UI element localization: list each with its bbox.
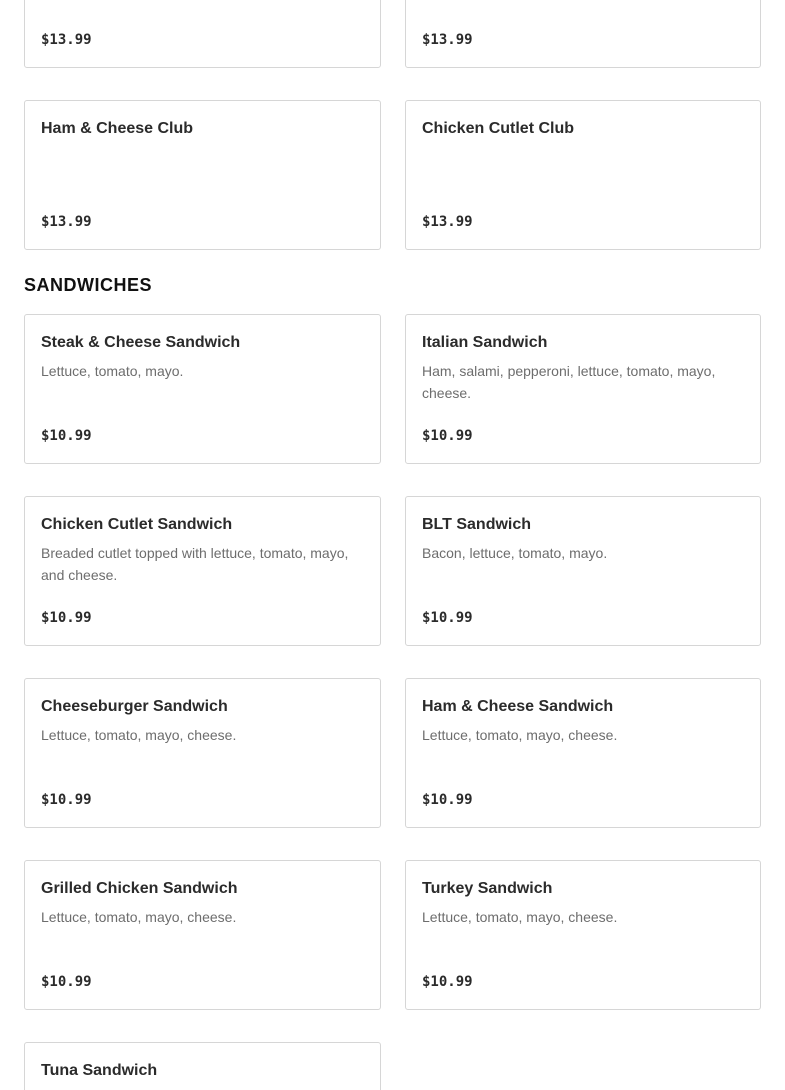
menu-item-card[interactable] [24,1042,381,1090]
menu-item-card[interactable] [24,496,381,646]
menu-item-price: $10.99 [41,974,92,990]
menu-item-card[interactable] [405,496,761,646]
menu-item-card[interactable] [24,100,381,250]
menu-item-name: Chicken Cutlet Sandwich [41,516,233,533]
menu-item-price: $13.99 [422,214,473,230]
menu-item-name: Chicken Cutlet Club [422,120,575,137]
menu-item-price: $10.99 [41,792,92,808]
menu-item-name: Cheeseburger Sandwich [41,698,228,715]
menu-item-card[interactable] [405,860,761,1010]
menu-item-description: Lettuce, tomato, mayo, cheese. [422,727,618,743]
menu-item-description: Lettuce, tomato, mayo. [41,363,184,379]
menu-item-price: $13.99 [41,32,92,48]
menu-item-name: Turkey Sandwich [422,880,553,897]
menu-item-name: Ham & Cheese Sandwich [422,698,614,715]
menu-item-price: $10.99 [41,428,92,444]
menu-item-card[interactable] [24,860,381,1010]
menu-item-card[interactable] [405,678,761,828]
menu-item-price: $10.99 [422,974,473,990]
menu-item-description: Breaded cutlet topped with lettuce, tomato, mayo, and cheese. [41,545,349,583]
menu-item-description: Lettuce, tomato, mayo, cheese. [422,909,618,925]
menu-item-price: $10.99 [422,610,473,626]
menu-item-price: $10.99 [41,610,92,626]
menu-item-name: Tuna Sandwich [41,1062,158,1079]
menu-item-price: $13.99 [422,32,473,48]
menu-item-name: Italian Sandwich [422,334,548,351]
menu-item-price: $10.99 [422,428,473,444]
menu-item-name: BLT Sandwich [422,516,532,533]
menu-item-card[interactable] [24,0,381,68]
menu-item-description: Lettuce, tomato, mayo, cheese. [41,909,237,925]
menu-item-price: $13.99 [41,214,92,230]
menu-item-name: Ham & Cheese Club [41,120,194,137]
menu-item-name: Grilled Chicken Sandwich [41,880,238,897]
menu-item-card[interactable] [24,314,381,464]
menu-item-card[interactable] [405,100,761,250]
menu-item-card[interactable] [405,314,761,464]
section-title-sandwiches: SANDWICHES [24,275,153,295]
menu-item-name: Steak & Cheese Sandwich [41,334,241,351]
menu-item-description: Bacon, lettuce, tomato, mayo. [422,545,608,561]
menu-item-description: Ham, salami, pepperoni, lettuce, tomato, mayo, cheese. [422,363,716,401]
menu-item-price: $10.99 [422,792,473,808]
menu-item-card[interactable] [405,0,761,68]
menu-item-description: Lettuce, tomato, mayo, cheese. [41,727,237,743]
menu-item-card[interactable] [24,678,381,828]
